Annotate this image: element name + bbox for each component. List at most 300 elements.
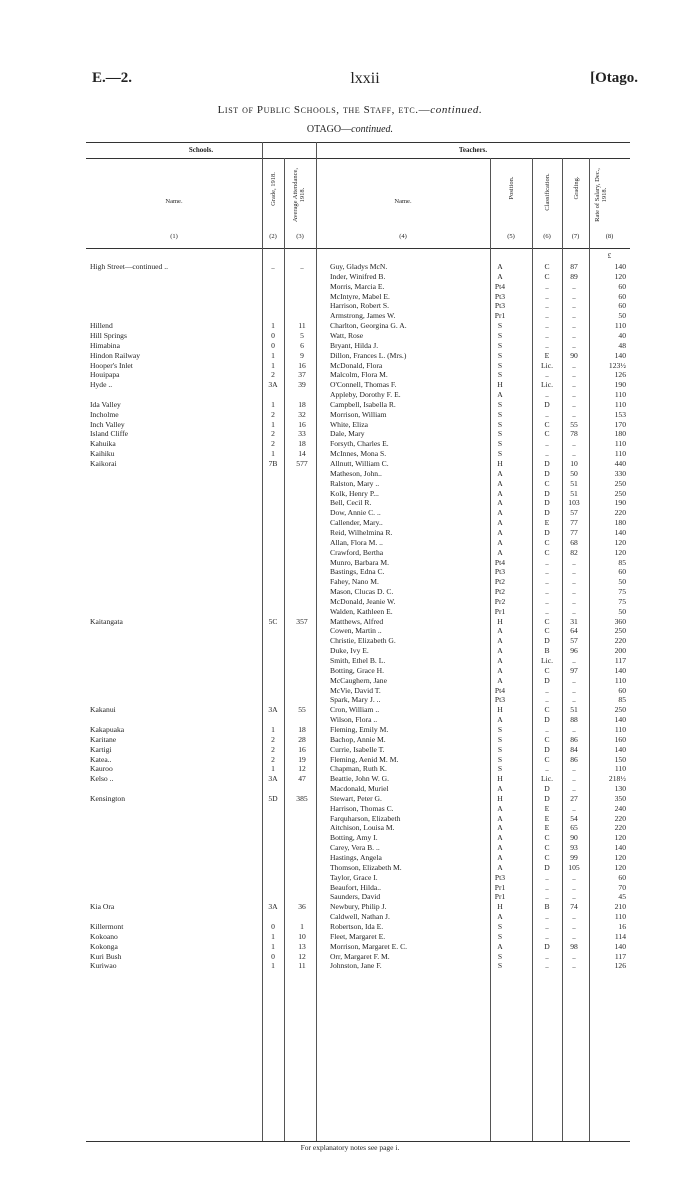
cell-classification: ..: [545, 892, 549, 902]
table-row: [86, 912, 630, 921]
cell-school-name: Hooper's Inlet: [90, 360, 133, 370]
cell-teacher-name: Matthews, Alfred: [330, 616, 384, 626]
col-number: (7): [571, 233, 580, 240]
cell-classification: E: [544, 518, 550, 528]
table-row: [86, 489, 630, 498]
cell-attendance: 36: [298, 902, 306, 912]
cell-school-name: Kaikorai: [90, 459, 117, 468]
cell-position: A: [497, 843, 503, 853]
table-row: [86, 764, 630, 773]
cell-teacher-name: Munro, Barbara M.: [330, 557, 390, 567]
cell-school-name: Kelso ..: [90, 774, 114, 784]
cell-teacher-name: Morris, Marcia E.: [330, 281, 385, 291]
cell-salary: 360: [614, 616, 626, 626]
cell-grading: 57: [570, 508, 578, 518]
cell-grade: 1: [271, 941, 275, 951]
cell-classification: E: [544, 813, 550, 823]
table-row: [86, 331, 630, 340]
table-row: [86, 370, 630, 379]
cell-grading: ..: [572, 685, 576, 695]
cell-grade: 2: [271, 370, 275, 380]
cell-salary: 160: [614, 734, 626, 744]
col-number: (4): [399, 233, 407, 240]
cell-teacher-name: White, Eliza: [330, 419, 368, 429]
cell-salary: 85: [618, 557, 626, 567]
cell-position: A: [497, 498, 503, 508]
cell-classification: C: [544, 833, 550, 843]
cell-position: S: [497, 754, 503, 764]
cell-salary: 60: [618, 291, 626, 301]
group-header-teachers: Teachers.: [458, 146, 488, 154]
cell-teacher-name: Watt, Rose: [330, 330, 364, 340]
cell-grading: 10: [570, 459, 578, 468]
cell-grading: 82: [570, 547, 578, 557]
cell-teacher-name: Bryant, Hilda J.: [330, 340, 379, 350]
cell-position: A: [497, 518, 503, 528]
cell-classification: C: [544, 616, 550, 626]
cell-attendance: 577: [296, 459, 308, 468]
cell-teacher-name: Inder, Winifred B.: [330, 271, 386, 281]
cell-grading: 51: [570, 478, 578, 488]
table-row: [86, 883, 630, 892]
cell-position: Pr1: [494, 606, 506, 616]
cell-teacher-name: Botting, Amy I.: [330, 833, 378, 843]
cell-position: S: [497, 961, 503, 971]
cell-grade: 0: [271, 340, 275, 350]
cell-salary: 140: [614, 941, 626, 951]
cell-teacher-name: Duke, Ivy E.: [330, 646, 369, 656]
cell-grading: ..: [572, 921, 576, 931]
cell-position: A: [497, 862, 503, 872]
cell-teacher-name: Matheson, John..: [330, 468, 382, 478]
cell-grading: ..: [572, 587, 576, 597]
group-header-schools: Schools.: [188, 146, 214, 154]
table-row: [86, 558, 630, 567]
cell-teacher-name: Crawford, Bertha: [330, 547, 384, 557]
cell-school-name: Hill Springs: [90, 330, 127, 340]
col-header-grading: Grading.: [573, 176, 580, 200]
cell-grading: ..: [572, 596, 576, 606]
cell-position: A: [497, 527, 503, 537]
cell-teacher-name: Orr, Margaret F. M.: [330, 951, 390, 961]
cell-teacher-name: Cron, William ..: [330, 705, 380, 715]
cell-attendance: 47: [298, 774, 306, 784]
cell-salary: 240: [614, 803, 626, 813]
cell-salary: 210: [614, 902, 626, 912]
cell-grading: ..: [572, 340, 576, 350]
cell-grading: ..: [572, 399, 576, 409]
cell-grading: ..: [572, 882, 576, 892]
cell-school-name: Hillend: [90, 321, 113, 331]
cell-position: S: [497, 439, 503, 449]
cell-teacher-name: Thomson, Elizabeth M.: [330, 862, 402, 872]
table-row: [86, 429, 630, 438]
cell-salary: 50: [618, 311, 626, 321]
table-row: [86, 528, 630, 537]
table-row: [86, 774, 630, 783]
cell-position: S: [497, 764, 503, 774]
cell-position: H: [497, 380, 503, 390]
table-row: [86, 577, 630, 586]
table-row: [86, 784, 630, 793]
cell-salary: 440: [614, 459, 626, 468]
cell-salary: 45: [618, 892, 626, 902]
cell-classification: C: [544, 537, 550, 547]
cell-attendance: 385: [296, 793, 308, 803]
cell-classification: ..: [545, 695, 549, 705]
cell-teacher-name: Mason, Clucas D. C.: [330, 587, 394, 597]
cell-salary: 123½: [608, 360, 626, 370]
cell-salary: 110: [614, 449, 626, 459]
cell-grading: 74: [570, 902, 578, 912]
cell-grading: ..: [572, 724, 576, 734]
cell-grade: 3A: [268, 380, 278, 390]
cell-grading: ..: [572, 360, 576, 370]
cell-teacher-name: Beattie, John W. G.: [330, 774, 390, 784]
cell-classification: ..: [545, 872, 549, 882]
cell-classification: ..: [545, 370, 549, 380]
cell-position: A: [497, 537, 503, 547]
cell-position: A: [497, 646, 503, 656]
cell-position: Pt3: [494, 872, 506, 882]
cell-position: Pt4: [494, 557, 506, 567]
cell-attendance: 6: [300, 340, 304, 350]
cell-school-name: Kauroo: [90, 764, 113, 774]
cell-school-name: Hindon Railway: [90, 350, 140, 360]
cell-classification: D: [544, 399, 550, 409]
cell-position: Pt3: [494, 567, 506, 577]
cell-salary: 126: [614, 370, 626, 380]
cell-attendance: 37: [298, 370, 306, 380]
cell-position: A: [497, 626, 503, 636]
cell-classification: D: [544, 508, 550, 518]
cell-teacher-name: Currie, Isabelle T.: [330, 744, 385, 754]
cell-classification: ..: [545, 439, 549, 449]
cell-salary: 140: [614, 744, 626, 754]
cell-teacher-name: Armstrong, James W.: [330, 311, 396, 321]
cell-grading: ..: [572, 409, 576, 419]
cell-teacher-name: Beaufort, Hilda..: [330, 882, 382, 892]
cell-grading: 57: [570, 636, 578, 646]
cell-position: S: [497, 429, 503, 439]
cell-grade: 5D: [268, 793, 278, 803]
cell-classification: ..: [545, 321, 549, 331]
cell-grading: ..: [572, 774, 576, 784]
cell-salary: 75: [618, 587, 626, 597]
col-header-attendance: Average Attendance, 1918.: [292, 167, 306, 223]
table-row: [86, 282, 630, 291]
cell-classification: B: [544, 902, 550, 912]
cell-attendance: 16: [298, 360, 306, 370]
cell-teacher-name: Smith, Ethel B. L.: [330, 656, 386, 665]
cell-grade: 1: [271, 350, 275, 360]
cell-grading: ..: [572, 951, 576, 961]
cell-grading: ..: [572, 449, 576, 459]
cell-school-name: Himabina: [90, 340, 120, 350]
cell-position: Pt3: [494, 695, 506, 705]
table-row: [86, 794, 630, 803]
table-row: [86, 636, 630, 645]
cell-grading: ..: [572, 912, 576, 922]
cell-grading: 96: [570, 646, 578, 656]
cell-salary: 220: [614, 823, 626, 833]
cell-salary: 120: [614, 853, 626, 862]
cell-position: A: [497, 271, 503, 281]
cell-attendance: 1: [300, 921, 304, 931]
cell-grade: 0: [271, 921, 275, 931]
cell-grading: ..: [572, 557, 576, 567]
cell-grading: ..: [572, 803, 576, 813]
table-row: [86, 301, 630, 310]
cell-position: Pt3: [494, 301, 506, 311]
cell-classification: ..: [545, 912, 549, 922]
cell-teacher-name: Cowen, Martin ..: [330, 626, 382, 636]
cell-salary: 200: [614, 646, 626, 656]
cell-attendance: 32: [298, 409, 306, 419]
cell-position: S: [497, 744, 503, 754]
cell-position: A: [497, 665, 503, 675]
cell-classification: C: [544, 262, 550, 271]
cell-teacher-name: O'Connell, Thomas F.: [330, 380, 397, 390]
cell-position: A: [497, 813, 503, 823]
cell-school-name: Incholme: [90, 409, 119, 419]
footnote: For explanatory notes see page i.: [300, 1143, 400, 1152]
cell-grading: ..: [572, 695, 576, 705]
cell-school-name: Kuri Bush: [90, 951, 122, 961]
cell-classification: D: [544, 488, 550, 498]
cell-teacher-name: Bastings, Edna C.: [330, 567, 385, 577]
cell-school-name: Kaihiku: [90, 449, 115, 459]
table-row: [86, 518, 630, 527]
cell-position: A: [497, 547, 503, 557]
cell-grade: ..: [271, 262, 275, 271]
cell-teacher-name: Morrison, William: [330, 409, 387, 419]
cell-grade: 1: [271, 399, 275, 409]
cell-grading: ..: [572, 321, 576, 331]
table-bottom-rule: [86, 1141, 630, 1142]
cell-attendance: 11: [298, 961, 306, 971]
cell-grade: 2: [271, 754, 275, 764]
cell-salary: 120: [614, 833, 626, 843]
cell-classification: ..: [545, 567, 549, 577]
cell-classification: E: [544, 350, 550, 360]
cell-position: Pt4: [494, 281, 506, 291]
cell-teacher-name: Fleet, Margaret E.: [330, 931, 386, 941]
table-row: [86, 567, 630, 576]
cell-grade: 2: [271, 734, 275, 744]
table-row: [86, 833, 630, 842]
cell-teacher-name: Hastings, Angela: [330, 853, 382, 862]
cell-school-name: Kuriwao: [90, 961, 117, 971]
col-number: (1): [170, 233, 178, 240]
cell-grading: ..: [572, 301, 576, 311]
cell-teacher-name: Allnutt, William C.: [330, 459, 389, 468]
cell-classification: ..: [545, 724, 549, 734]
cell-salary: 120: [614, 862, 626, 872]
cell-teacher-name: Malcolm, Flora M.: [330, 370, 388, 380]
cell-attendance: 5: [300, 330, 304, 340]
cell-classification: C: [544, 478, 550, 488]
cell-position: S: [497, 409, 503, 419]
cell-classification: Lic.: [540, 774, 554, 784]
cell-grading: ..: [572, 764, 576, 774]
cell-classification: D: [544, 459, 550, 468]
cell-classification: ..: [545, 606, 549, 616]
cell-teacher-name: Allan, Flora M. ..: [330, 537, 383, 547]
currency-symbol: £: [607, 252, 612, 260]
cell-salary: 190: [614, 380, 626, 390]
cell-teacher-name: Fleming, Aenid M. M.: [330, 754, 399, 764]
table-row: [86, 823, 630, 832]
cell-salary: 70: [618, 882, 626, 892]
table-row: [86, 922, 630, 931]
cell-teacher-name: Saunders, David: [330, 892, 381, 902]
cell-classification: ..: [545, 882, 549, 892]
cell-school-name: Kartigi: [90, 744, 112, 754]
cell-grading: 103: [568, 498, 580, 508]
cell-school-name: Kia Ora: [90, 902, 115, 912]
table-row: [86, 548, 630, 557]
cell-position: S: [497, 734, 503, 744]
cell-salary: 110: [614, 390, 626, 400]
cell-teacher-name: Forsyth, Charles E.: [330, 439, 389, 449]
cell-teacher-name: McVie, David T.: [330, 685, 381, 695]
cell-school-name: Kakapuaka: [90, 724, 125, 734]
cell-attendance: 9: [300, 350, 304, 360]
cell-grade: 1: [271, 724, 275, 734]
table-row: [86, 262, 630, 271]
cell-position: Pr1: [494, 882, 506, 892]
cell-school-name: Killermont: [90, 921, 124, 931]
cell-attendance: 14: [298, 449, 306, 459]
cell-classification: ..: [545, 281, 549, 291]
cell-grading: ..: [572, 931, 576, 941]
table-row: [86, 725, 630, 734]
cell-salary: 60: [618, 567, 626, 577]
table-row: [86, 843, 630, 852]
cell-position: A: [497, 636, 503, 646]
cell-grade: 1: [271, 321, 275, 331]
table-row: [86, 617, 630, 626]
cell-position: Pt4: [494, 685, 506, 695]
cell-position: H: [497, 774, 503, 784]
cell-grading: 99: [570, 853, 578, 862]
cell-attendance: 13: [298, 941, 306, 951]
cell-salary: 180: [614, 518, 626, 528]
cell-teacher-name: Campbell, Isabella R.: [330, 399, 396, 409]
cell-classification: D: [544, 468, 550, 478]
cell-position: A: [497, 784, 503, 794]
cell-position: A: [497, 262, 503, 271]
cell-school-name: High Street—continued ..: [90, 262, 169, 271]
cell-grading: 50: [570, 468, 578, 478]
cell-attendance: 28: [298, 734, 306, 744]
cell-grade: 1: [271, 764, 275, 774]
cell-classification: E: [544, 803, 550, 813]
cell-grading: 97: [570, 665, 578, 675]
cell-grading: 64: [570, 626, 578, 636]
page-number: lxxii: [350, 70, 380, 87]
cell-grading: 87: [570, 262, 578, 271]
cell-school-name: Island Cliffe: [90, 429, 129, 439]
cell-salary: 180: [614, 429, 626, 439]
cell-classification: B: [544, 646, 550, 656]
cell-teacher-name: Harrison, Robert S.: [330, 301, 390, 311]
cell-position: H: [497, 902, 503, 912]
cell-school-name: Katea..: [90, 754, 112, 764]
cell-teacher-name: Robertson, Ida E.: [330, 921, 384, 931]
cell-classification: ..: [545, 301, 549, 311]
cell-grading: ..: [572, 567, 576, 577]
cell-teacher-name: Harrison, Thomas C.: [330, 803, 394, 813]
table-row: [86, 607, 630, 616]
cell-position: A: [497, 656, 503, 665]
cell-position: S: [497, 449, 503, 459]
report-code: E.—2.: [92, 70, 133, 86]
cell-classification: D: [544, 793, 550, 803]
cell-attendance: 12: [298, 764, 306, 774]
cell-classification: ..: [545, 330, 549, 340]
cell-grading: ..: [572, 439, 576, 449]
cell-salary: 60: [618, 872, 626, 882]
table-row: [86, 380, 630, 389]
cell-classification: ..: [545, 577, 549, 587]
cell-salary: 140: [614, 665, 626, 675]
table-row: [86, 479, 630, 488]
cell-school-name: Kahuika: [90, 439, 116, 449]
cell-grading: 78: [570, 429, 578, 439]
cell-grading: 98: [570, 941, 578, 951]
region-label: [Otago.: [590, 70, 638, 86]
cell-classification: D: [544, 498, 550, 508]
cell-classification: C: [544, 853, 550, 862]
col-header-grade: Grade, 1918.: [270, 172, 277, 206]
cell-position: Pr1: [494, 892, 506, 902]
cell-salary: 190: [614, 498, 626, 508]
table-row: [86, 804, 630, 813]
cell-grading: ..: [572, 390, 576, 400]
cell-grading: 89: [570, 271, 578, 281]
cell-position: A: [497, 833, 503, 843]
cell-grade: 1: [271, 931, 275, 941]
group-header-rule: [86, 158, 630, 159]
cell-position: S: [497, 330, 503, 340]
cell-salary: 220: [614, 636, 626, 646]
table-row: [86, 735, 630, 744]
cell-position: Pt3: [494, 291, 506, 301]
cell-school-name: Kokoano: [90, 931, 118, 941]
table-row: [86, 646, 630, 655]
cell-position: S: [497, 370, 503, 380]
cell-teacher-name: Appleby, Dorothy F. E.: [330, 390, 401, 400]
cell-attendance: 18: [298, 724, 306, 734]
cell-salary: 140: [614, 843, 626, 853]
cell-position: A: [497, 941, 503, 951]
cell-classification: ..: [545, 951, 549, 961]
cell-classification: C: [544, 626, 550, 636]
cell-position: S: [497, 340, 503, 350]
cell-school-name: Karitane: [90, 734, 117, 744]
cell-classification: D: [544, 784, 550, 794]
cell-position: Pt2: [494, 577, 506, 587]
cell-classification: ..: [545, 557, 549, 567]
cell-salary: 16: [618, 921, 626, 931]
cell-classification: ..: [545, 449, 549, 459]
cell-position: A: [497, 715, 503, 725]
cell-grading: 55: [570, 419, 578, 429]
cell-classification: C: [544, 271, 550, 281]
cell-attendance: 16: [298, 419, 306, 429]
